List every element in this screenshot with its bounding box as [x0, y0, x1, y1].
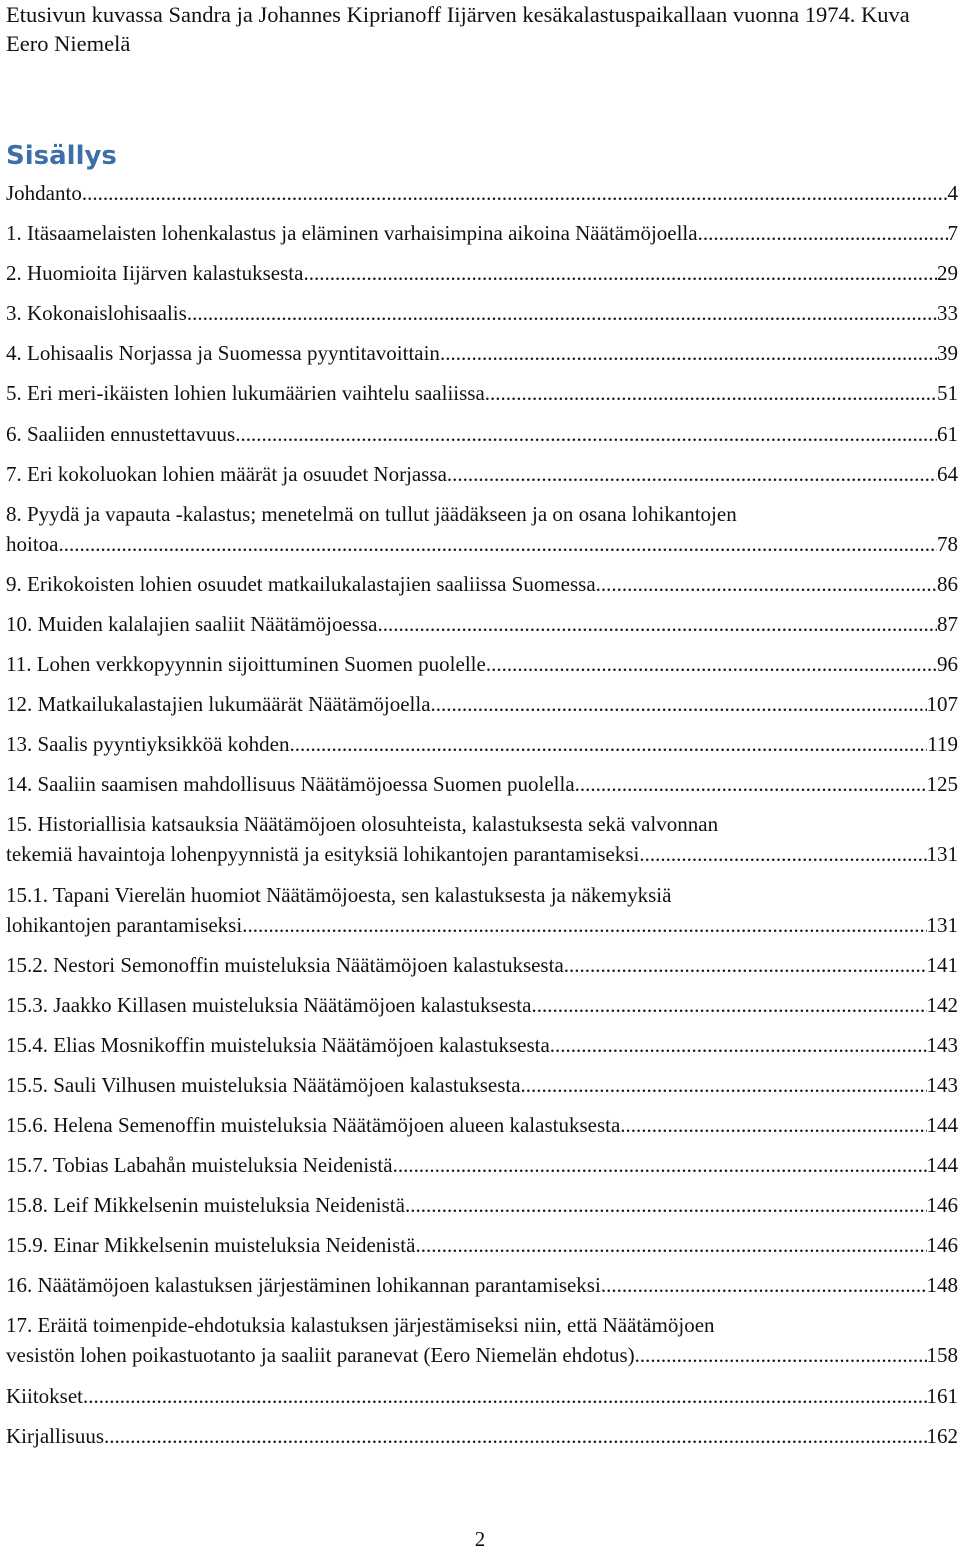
toc-entry-title-line: 17. Eräitä toimenpide-ehdotuksia kalastuksen järjestämiseksi niin, että Näätämöjoen: [6, 1313, 715, 1338]
toc-entry-line: [6, 649, 958, 679]
toc-entry-line: [6, 378, 958, 408]
toc-leader-dots: [187, 298, 937, 328]
toc-entry[interactable]: [6, 499, 958, 559]
toc-page-number: 146: [926, 1193, 958, 1218]
toc-entry-line: [6, 1421, 958, 1451]
toc-page-number: 87: [937, 611, 958, 636]
toc-entry[interactable]: [6, 1310, 958, 1370]
toc-page-number: 146: [926, 1233, 958, 1258]
toc-entry-title-line: 15. Historiallisia katsauksia Näätämöjoen olosuhteista, kalastuksesta sekä valvonnan: [6, 812, 719, 837]
toc-entry-title: 5. Eri meri-ikäisten lohien lukumäärien vaihtelu saaliissa: [6, 381, 485, 406]
toc-entry-line: [6, 529, 958, 559]
toc-entry[interactable]: [6, 1270, 958, 1300]
toc-entry-title: 15.8. Leif Mikkelsenin muisteluksia Neidenistä: [6, 1193, 405, 1218]
toc-entry-line: [6, 258, 958, 288]
toc-entry[interactable]: [6, 729, 958, 759]
toc-page-number: 7: [947, 221, 958, 246]
toc-entry[interactable]: [6, 419, 958, 449]
toc-entry-title: Johdanto: [6, 181, 82, 205]
toc-page-number: 86: [937, 571, 958, 596]
toc-entry-title: Kirjallisuus: [6, 1423, 104, 1448]
toc-page-number: 158: [926, 1343, 958, 1368]
toc-entry[interactable]: [6, 1190, 958, 1220]
page-number: 2: [474, 1527, 486, 1551]
toc-leader-dots: [431, 689, 927, 719]
toc-entry[interactable]: [6, 1110, 958, 1140]
toc-entry[interactable]: [6, 809, 958, 869]
toc-entry-title: 11. Lohen verkkopyynnin sijoittuminen Suomen puolelle: [6, 652, 486, 677]
toc-leader-dots: [82, 178, 948, 208]
toc-entry-title: 15.6. Helena Semenoffin muisteluksia Näätämöjoen alueen kalastuksesta.: [6, 1112, 626, 1137]
toc-entry[interactable]: [6, 1421, 958, 1451]
toc-leader-dots: [635, 1340, 927, 1370]
toc-entry-line: [6, 1381, 958, 1411]
toc-entry[interactable]: [6, 950, 958, 980]
toc-entry-line: [6, 1030, 958, 1060]
toc-entry[interactable]: [6, 1230, 958, 1260]
toc-entry-line: [6, 569, 958, 599]
toc-page-number: 64: [937, 461, 958, 486]
toc-entry[interactable]: [6, 1381, 958, 1411]
toc-entry-title: 15.3. Jaakko Killasen muisteluksia Näätämöjoen kalastuksesta: [6, 992, 532, 1017]
toc-entry-line: [6, 419, 958, 449]
toc-entry[interactable]: [6, 258, 958, 288]
toc-entry-line: [6, 689, 958, 719]
toc-page-number: 51: [937, 381, 958, 406]
toc-entry-line: [6, 298, 958, 328]
toc-entry-line: [6, 950, 958, 980]
toc-leader-dots: [235, 419, 937, 449]
toc-entry-title: 15.5. Sauli Vilhusen muisteluksia Näätämöjoen kalastuksesta.: [6, 1072, 526, 1097]
toc-entry[interactable]: [6, 218, 958, 248]
toc-leader-dots: [564, 950, 927, 980]
toc-page-number: 78: [937, 531, 958, 556]
toc-entry[interactable]: [6, 1030, 958, 1060]
toc-page-number: 141: [926, 952, 958, 977]
toc-page-number: 131: [926, 912, 958, 937]
toc-entry[interactable]: [6, 689, 958, 719]
toc-leader-dots: [575, 769, 927, 799]
toc-entry[interactable]: [6, 178, 958, 208]
toc-page-number: 131: [926, 842, 958, 867]
toc-entry-title: 13. Saalis pyyntiyksikköä kohden: [6, 732, 290, 757]
toc-entry-line: [6, 609, 958, 639]
toc-entry-title: Kiitokset: [6, 1383, 83, 1408]
toc-leader-dots: [242, 910, 926, 940]
toc-entry-title: tekemiä havaintoja lohenpyynnistä ja esityksiä lohikantojen parantamiseksi: [6, 842, 640, 867]
toc-entry-line: [6, 910, 958, 940]
toc-entry-line: [6, 338, 958, 368]
toc-entry[interactable]: [6, 1150, 958, 1180]
toc-entry-title: 14. Saaliin saamisen mahdollisuus Näätämöjoessa Suomen puolella: [6, 772, 575, 797]
cover-photo-caption: Etusivun kuvassa Sandra ja Johannes Kiprianoff Iijärven kesäkalastuspaikallaan vuonna 1974. Kuva Eero Niemelä: [6, 2, 910, 56]
toc-leader-dots: [377, 609, 937, 639]
toc-page-number: 61: [937, 421, 958, 446]
toc-entry-title: 1. Itäsaamelaisten lohenkalastus ja eläminen varhaisimpina aikoina Näätämöjoella: [6, 221, 698, 246]
toc-page-number: 39: [937, 341, 958, 366]
toc-entry-line: [6, 178, 958, 208]
toc-page-number: 144: [926, 1153, 958, 1178]
toc-leader-dots: [486, 649, 937, 679]
toc-entry[interactable]: [6, 569, 958, 599]
toc-entry-title: 9. Erikokoisten lohien osuudet matkailukalastajien saaliissa Suomessa: [6, 571, 596, 596]
toc-entry[interactable]: [6, 880, 958, 940]
toc-leader-dots: [698, 218, 948, 248]
toc-page-number: 96: [937, 652, 958, 677]
toc-entry[interactable]: [6, 649, 958, 679]
toc-entry-line: [6, 1110, 958, 1140]
toc-leader-dots: [59, 529, 938, 559]
toc-page-number: 142: [926, 992, 958, 1017]
toc-leader-dots: [447, 459, 937, 489]
toc-page-number: 107: [926, 692, 958, 717]
toc-page-number: 143: [926, 1032, 958, 1057]
toc-entry-title: vesistön lohen poikastuotanto ja saaliit paranevat (Eero Niemelän ehdotus): [6, 1343, 635, 1368]
toc-entry-line: [6, 459, 958, 489]
toc-entry-title: lohikantojen parantamiseksi: [6, 912, 243, 937]
toc-page-number: 144: [926, 1112, 958, 1137]
toc-leader-dots: [526, 1070, 927, 1100]
toc-entry-title: 15.9. Einar Mikkelsenin muisteluksia Neidenistä: [6, 1233, 416, 1258]
toc-entry-title: 15.4. Elias Mosnikoffin muisteluksia Näätämöjoen kalastuksesta: [6, 1032, 550, 1057]
toc-entry[interactable]: [6, 459, 958, 489]
toc-entry-line: [6, 1340, 958, 1370]
toc-leader-dots: [289, 729, 927, 759]
toc-entry-title-line: 15.1. Tapani Vierelän huomiot Näätämöjoesta, sen kalastuksesta ja näkemyksiä: [6, 882, 672, 907]
toc-entry-line: [6, 839, 958, 869]
toc-page-number: 125: [926, 772, 958, 797]
toc-entry-line: [6, 1070, 958, 1100]
toc-entry-line: [6, 1270, 958, 1300]
toc-leader-dots: [531, 990, 926, 1020]
toc-page-number: 148: [926, 1273, 958, 1298]
toc-entry-line: [6, 990, 958, 1020]
toc-leader-dots: [626, 1110, 927, 1140]
toc-entry[interactable]: [6, 1070, 958, 1100]
toc-leader-dots: [104, 1421, 927, 1451]
toc-page-number: 4: [947, 181, 958, 205]
toc-entry-line: [6, 769, 958, 799]
table-of-contents: [6, 178, 958, 1461]
toc-entry-line: [6, 218, 958, 248]
toc-entry[interactable]: [6, 769, 958, 799]
toc-entry-title: 10. Muiden kalalajien saaliit Näätämöjoessa: [6, 611, 378, 636]
toc-entry-title-line: 8. Pyydä ja vapauta -kalastus; menetelmä on tullut jäädäkseen ja on osana lohikantojen: [6, 501, 737, 526]
toc-entry[interactable]: [6, 338, 958, 368]
toc-entry-line: [6, 1150, 958, 1180]
toc-page-number: 161: [926, 1383, 958, 1408]
toc-page-number: 33: [937, 301, 958, 326]
toc-leader-dots: [485, 378, 937, 408]
toc-entry-title: 3. Kokonaislohisaalis: [6, 301, 187, 326]
toc-entry-title: 16. Näätämöjoen kalastuksen järjestäminen lohikannan parantamiseksi: [6, 1273, 601, 1298]
toc-entry-title: 15.2. Nestori Semonoffin muisteluksia Näätämöjoen kalastuksesta: [6, 952, 564, 977]
toc-entry-title: 12. Matkailukalastajien lukumäärät Näätämöjoella: [6, 692, 431, 717]
toc-entry-title: 4. Lohisaalis Norjassa ja Suomessa pyyntitavoittain: [6, 341, 440, 366]
toc-page-number: 143: [926, 1072, 958, 1097]
toc-page-number: 119: [927, 732, 958, 757]
toc-leader-dots: [393, 1150, 927, 1180]
toc-page-number: 29: [937, 261, 958, 286]
toc-leader-dots: [601, 1270, 927, 1300]
toc-leader-dots: [415, 1230, 926, 1260]
toc-leader-dots: [405, 1190, 927, 1220]
toc-entry-title: 6. Saaliiden ennustettavuus: [6, 421, 236, 446]
toc-leader-dots: [550, 1030, 927, 1060]
toc-leader-dots: [596, 569, 937, 599]
toc-entry[interactable]: [6, 378, 958, 408]
toc-entry-title: 7. Eri kokoluokan lohien määrät ja osuudet Norjassa: [6, 461, 447, 486]
toc-heading: Sisällys: [6, 141, 117, 171]
toc-leader-dots: [303, 258, 937, 288]
toc-leader-dots: [83, 1381, 927, 1411]
toc-entry[interactable]: [6, 609, 958, 639]
toc-leader-dots: [440, 338, 937, 368]
toc-entry-line: [6, 1230, 958, 1260]
toc-entry-line: [6, 729, 958, 759]
toc-entry-title: 2. Huomioita Iijärven kalastuksesta: [6, 261, 304, 286]
toc-page-number: 162: [926, 1423, 958, 1448]
toc-leader-dots: [639, 839, 926, 869]
toc-entry[interactable]: [6, 990, 958, 1020]
toc-entry-title: hoitoa: [6, 531, 59, 556]
toc-entry-line: [6, 1190, 958, 1220]
toc-entry[interactable]: [6, 298, 958, 328]
toc-entry-title: 15.7. Tobias Labahån muisteluksia Neidenistä: [6, 1153, 393, 1178]
